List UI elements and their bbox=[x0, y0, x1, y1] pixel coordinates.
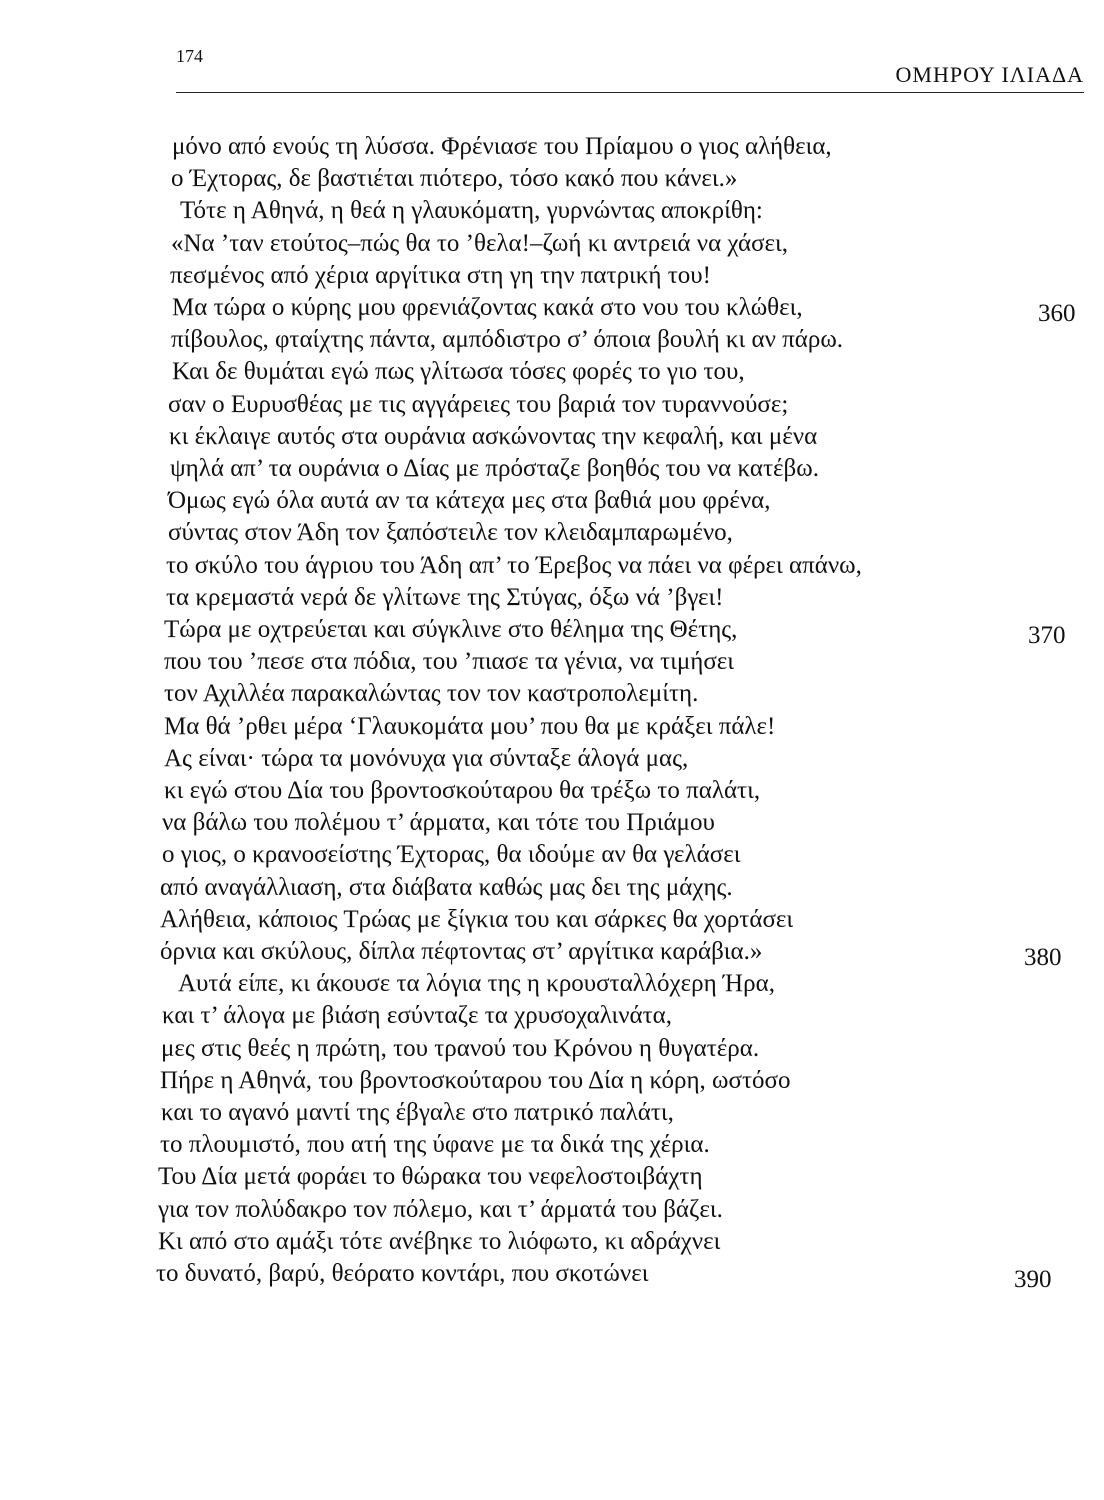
verse-line: πίβουλος, φταίχτης πάντα, αμπόδιστρο σ’ όποια βουλή κι αν πάρω. bbox=[171, 326, 844, 354]
verse-line: Του Δία μετά φοράει το θώρακα του νεφελοστοιβάχτη bbox=[158, 1163, 703, 1191]
verse-line: Ας είναι· τώρα τα μονόνυχα για σύνταξε άλογά μας, bbox=[164, 744, 689, 772]
verse-line: και το αγανό μαντί της έβγαλε στο πατρικό παλάτι, bbox=[161, 1099, 674, 1126]
verse-line: να βάλω του πολέμου τ’ άρματα, και τότε του Πριάμου bbox=[162, 809, 715, 837]
verse-line: όρνια και σκύλους, δίπλα πέφτοντας στ’ αργίτικα καράβια.» bbox=[160, 938, 763, 965]
verse-line: τον Αχιλλέα παρακαλώντας τον τον καστροπολεμίτη. bbox=[164, 680, 699, 708]
verse-line: Τώρα με οχτρεύεται και σύγκλινε στο θέλημα της Θέτης, bbox=[164, 616, 738, 643]
running-head: ΟΜΗΡΟΥ ΙΛΙΑΔΑ bbox=[895, 62, 1084, 87]
verse-line: μόνο από ενούς τη λύσσα. Φρένιασε του Πρίαμου ο γιος αλήθεια, bbox=[172, 133, 832, 160]
line-number: 360 bbox=[1038, 300, 1076, 327]
verse-line: ο Έχτορας, δε βαστιέται πιότερο, τόσο κακό που κάνει.» bbox=[171, 165, 738, 193]
verse-line: κι έκλαιγε αυτός στα ουράνια ασκώνοντας την κεφαλή, και μένα bbox=[169, 422, 818, 450]
verse-line: Μα τώρα ο κύρης μου φρενιάζοντας κακά στο νου του κλώθει, bbox=[172, 294, 803, 321]
verse-line: Όμως εγώ όλα αυτά αν τα κάτεχα μες στα βαθιά μου φρένα, bbox=[168, 487, 771, 515]
verse-line: από αναγάλλιαση, στα διάβατα καθώς μας δει της μάχης. bbox=[160, 873, 733, 901]
verse-line: και τ’ άλογα με βιάση εσύνταζε τα χρυσοχαλινάτα, bbox=[162, 1002, 673, 1030]
verse-line: το πλουμιστό, που ατή της ύφανε με τα δικά της χέρια. bbox=[160, 1131, 710, 1159]
verse-line: πεσμένος από χέρια αργίτικα στη γη την πατρική του! bbox=[170, 261, 711, 289]
verse-line: Πήρε η Αθηνά, του βροντοσκούταρου του Δία η κόρη, ωστόσο bbox=[160, 1066, 791, 1094]
verse-line: που του ’πεσε στα πόδια, του ’πιασε τα γένια, να τιμήσει bbox=[164, 648, 735, 676]
verse-line: το σκύλο του άγριου του Άδη απ’ το Έρεβος να πάει να φέρει απάνω, bbox=[166, 551, 862, 579]
verse-line: σαν ο Ευρυσθέας με τις αγγάρειες του βαριά τον τυραννούσε; bbox=[168, 390, 789, 418]
verse-line: μες στις θεές η πρώτη, του τρανού του Κρόνου η θυγατέρα. bbox=[161, 1034, 760, 1062]
line-number: 380 bbox=[1024, 944, 1062, 971]
verse-line: Τότε η Αθηνά, η θεά η γλαυκόματη, γυρνώντας αποκρίθη: bbox=[180, 197, 763, 225]
verse-line: ψηλά απ’ τα ουράνια ο Δίας με πρόσταζε βοηθός του να κατέβω. bbox=[170, 455, 819, 482]
verse-line: κι εγώ στου Δία του βροντοσκούταρου θα τρέξω το παλάτι, bbox=[164, 777, 761, 804]
verse-line: Και δε θυμάται εγώ πως γλίτωσα τόσες φορές το γιο του, bbox=[172, 358, 745, 386]
verse-line: Κι από στο αμάξι τότε ανέβηκε το λιόφωτο, κι αδράχνει bbox=[158, 1227, 721, 1255]
verse-line: ο γιος, ο κρανοσείστης Έχτορας, θα ιδούμε αν θα γελάσει bbox=[162, 841, 741, 869]
line-number: 390 bbox=[1014, 1266, 1052, 1293]
verse-line: για τον πολύδακρο τον πόλεμο, και τ’ άρματά του βάζει. bbox=[158, 1195, 723, 1223]
verse-line: Αλήθεια, κάποιος Τρώας με ξίγκια του και σάρκες θα χορτάσει bbox=[160, 905, 794, 933]
line-number: 370 bbox=[1028, 622, 1066, 649]
page-number: 174 bbox=[176, 46, 203, 66]
verse-line: «Να ’ταν ετούτος–πώς θα το ’θελα!–ζωή κι αντρειά να χάσει, bbox=[171, 229, 789, 257]
verse-line: το δυνατό, βαρύ, θεόρατο κοντάρι, που σκοτώνει bbox=[156, 1260, 649, 1287]
verse-line: σύντας στον Άδη τον ξαπόστειλε τον κλειδαμπαρωμένο, bbox=[168, 519, 733, 547]
verse-line: Αυτά είπε, κι άκουσε τα λόγια της η κρουσταλλόχερη Ήρα, bbox=[178, 970, 775, 998]
header-rule bbox=[176, 92, 1084, 93]
verse-line: τα κρεμαστά νερά δε γλίτωνε της Στύγας, όξω νά ’βγει! bbox=[166, 583, 724, 611]
verse-line: Μα θά ’ρθει μέρα ‘Γλαυκομάτα μου’ που θα με κράξει πάλε! bbox=[164, 712, 776, 740]
